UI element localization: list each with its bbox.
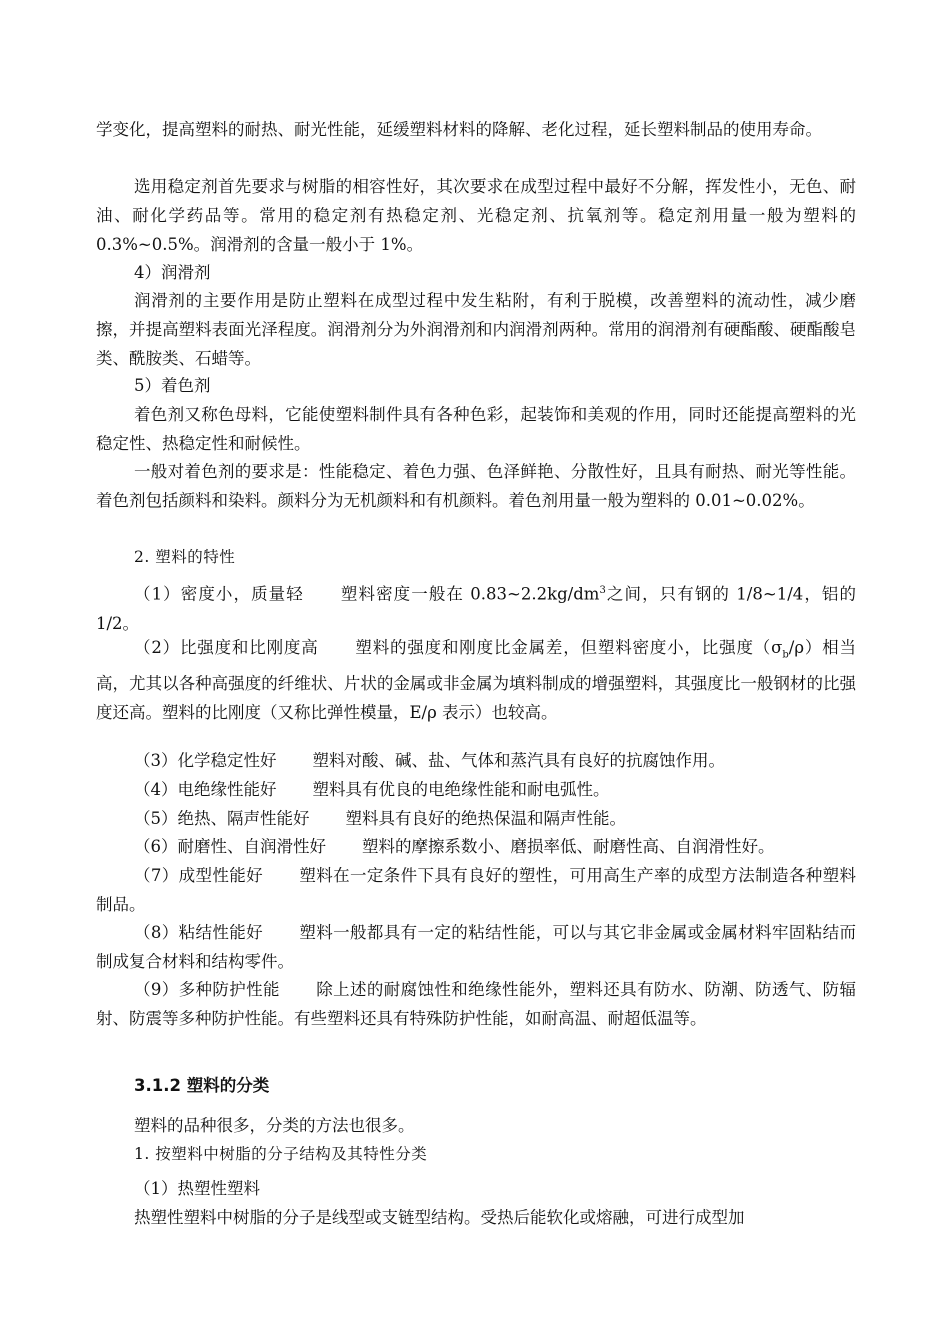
paragraph-lubricant: 润滑剂的主要作用是防止塑料在成型过程中发生粘附，有利于脱模，改善塑料的流动性，减少磨擦，并提高塑料表面光泽程度。润滑剂分为外润滑剂和内润滑剂两种。常用的润滑剂有硬酯酸、硬酯酸皂类、酰胺类、石蜡等。: [96, 291, 856, 368]
property-2-subscript: b: [782, 649, 789, 661]
section-heading-classification: 3.1.2 塑料的分类: [134, 1076, 270, 1095]
paragraph-colorant-requirements: 一般对着色剂的要求是：性能稳定、着色力强、色泽鲜艳、分散性好，且具有耐热、耐光等性能。着色剂包括颜料和染料。颜料分为无机颜料和有机颜料。着色剂用量一般为塑料的 0.01~0.02%。: [96, 462, 856, 510]
property-3: [134, 746, 725, 775]
property-7-body: 塑料在一定条件下具有良好的塑性，可用高生产率的成型方法制造各种塑料制品。: [96, 866, 857, 914]
property-3-body: 塑料对酸、碱、盐、气体和蒸汽具有良好的抗腐蚀作用。: [312, 751, 725, 770]
property-1-superscript: 3: [599, 585, 606, 596]
property-4-body: 塑料具有优良的电绝缘性能和耐电弧性。: [312, 780, 610, 799]
property-5: [134, 804, 626, 833]
property-2: [96, 633, 856, 727]
property-6-title: （6）耐磨性、自润滑性好: [134, 837, 326, 856]
paragraph-thermoplastic: 热塑性塑料中树脂的分子是线型或支链型结构。受热后能软化或熔融，可进行成型加: [134, 1208, 745, 1227]
property-6-body: 塑料的摩擦系数小、磨损率低、耐磨性高、自润滑性好。: [362, 837, 775, 856]
property-8-title: （8）粘结性能好: [134, 923, 264, 942]
property-5-title: （5）绝热、隔声性能好: [134, 809, 310, 828]
property-2-body-b: /ρ）相当高，尤其以各种高强度的纤维状、片状的金属或非金属为填料制成的增强塑料，其强度比一般钢材的比强度还高。塑料的比刚度（又称比弹性模量，E/ρ 表示）也较高。: [96, 638, 857, 723]
property-1-title: （1）密度小，质量轻: [134, 584, 304, 604]
property-6: [134, 832, 775, 861]
property-9-body: 除上述的耐腐蚀性和绝缘性能外，塑料还具有防水、防潮、防透气、防辐射、防震等多种防护性能。有些塑料还具有特殊防护性能，如耐高温、耐超低温等。: [96, 980, 857, 1028]
paragraph-stabilizer-continued: 学变化，提高塑料的耐热、耐光性能，延缓塑料材料的降解、老化过程，延长塑料制品的使用寿命。: [96, 120, 822, 139]
property-5-body: 塑料具有良好的绝热保温和隔声性能。: [345, 809, 626, 828]
property-7: [96, 861, 856, 919]
heading-plastic-properties: 2. 塑料的特性: [134, 548, 236, 566]
property-4-title: （4）电绝缘性能好: [134, 780, 277, 799]
heading-thermoplastic: （1）热塑性塑料: [134, 1179, 260, 1198]
heading-classify-by-resin: 1. 按塑料中树脂的分子结构及其特性分类: [134, 1145, 428, 1163]
paragraph-classification-intro: 塑料的品种很多，分类的方法也很多。: [134, 1116, 415, 1135]
property-9-title: （9）多种防护性能: [134, 980, 280, 999]
property-3-title: （3）化学稳定性好: [134, 751, 277, 770]
property-2-title: （2）比强度和比刚度高: [134, 638, 319, 657]
paragraph-stabilizer-selection: 选用稳定剂首先要求与树脂的相容性好，其次要求在成型过程中最好不分解，挥发性小，无色、耐油、耐化学药品等。常用的稳定剂有热稳定剂、光稳定剂、抗氧剂等。稳定剂用量一般为塑料的 0.3%~0.5%。润滑剂的含量一般小于 1%。: [96, 177, 856, 254]
property-4: [134, 775, 610, 804]
property-1-body-b: 之间，只有钢的 1/8~1/4，铝的 1/2。: [96, 584, 856, 633]
property-8: [96, 918, 856, 976]
heading-lubricant: 4）润滑剂: [134, 263, 211, 282]
property-2-body-a: 塑料的强度和刚度比金属差，但塑料密度小，比强度（σ: [354, 638, 783, 657]
property-1: [96, 576, 856, 638]
property-9: [96, 975, 856, 1033]
property-8-body: 塑料一般都具有一定的粘结性能，可以与其它非金属或金属材料牢固粘结而制成复合材料和结构零件。: [96, 923, 857, 971]
property-1-body-a: 塑料密度一般在 0.83~2.2kg/dm: [339, 584, 600, 604]
paragraph-colorant-definition: 着色剂又称色母料，它能使塑料制件具有各种色彩，起装饰和美观的作用，同时还能提高塑料的光稳定性、热稳定性和耐候性。: [96, 405, 856, 453]
heading-colorant: 5）着色剂: [134, 376, 211, 395]
property-7-title: （7）成型性能好: [134, 866, 264, 885]
